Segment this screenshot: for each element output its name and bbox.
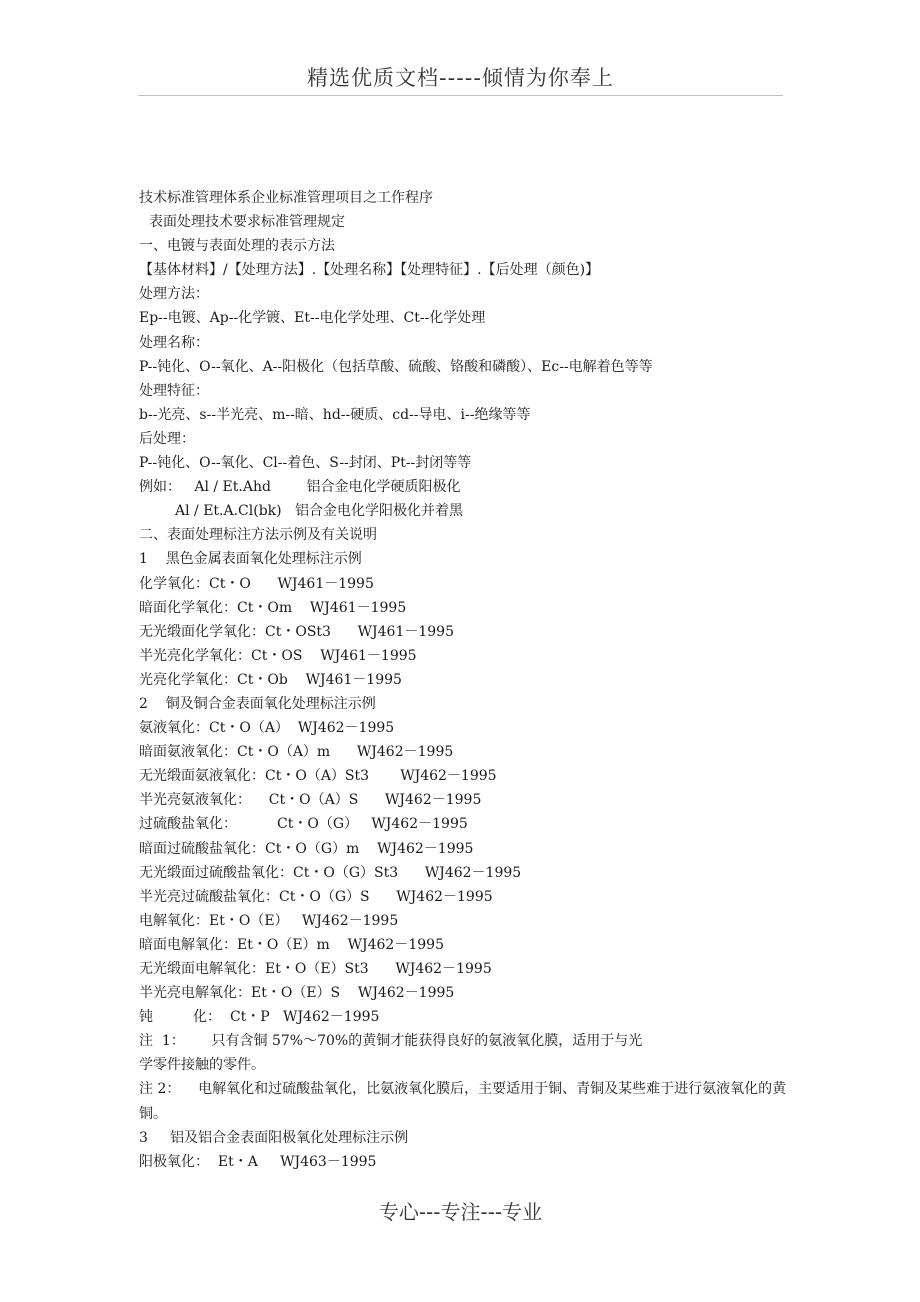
- spec-line: 暗面过硫酸盐氧化：Ct・O（G）m WJ462－1995: [139, 840, 474, 857]
- note-line: 注 1： 只有含铜 57%～70%的黄铜才能获得良好的氨液氧化膜，适用于与光: [139, 1033, 643, 1050]
- example-line: Al / Et.A.Cl(bk) 铝合金电化学阳极化并着黑: [175, 503, 463, 520]
- page-footer: 专心---专注---专业: [378, 1200, 543, 1224]
- text-line: b--光亮、s--半光亮、m--暗、hd--硬质、cd--导电、i--绝缘等等: [139, 406, 531, 423]
- text-line: 后处理：: [139, 430, 195, 447]
- text-line: P--钝化、O--氧化、Cl--着色、S--封闭、Pt--封闭等等: [139, 455, 472, 472]
- spec-line: 无光缎面过硫酸盐氧化：Ct・O（G）St3 WJ462－1995: [139, 864, 522, 881]
- spec-line: 半光亮过硫酸盐氧化：Ct・O（G）S WJ462－1995: [139, 888, 493, 905]
- note-line: 学零件接触的零件。: [139, 1057, 265, 1074]
- text-line: 处理方法：: [139, 286, 209, 303]
- text-line: P--钝化、O--氧化、A--阳极化（包括草酸、硫酸、铬酸和磷酸）、Ec--电解着色等等: [139, 358, 653, 375]
- spec-line: 钝 化： Ct・P WJ462－1995: [139, 1009, 380, 1026]
- text-line: 处理特征：: [139, 382, 209, 399]
- doc-subtitle: 表面处理技术要求标准管理规定: [149, 214, 345, 231]
- spec-line: 电解氧化：Et・O（E） WJ462－1995: [139, 912, 399, 929]
- format-line: 【基体材料】/【处理方法】.【处理名称】【处理特征】.【后处理（颜色)】: [139, 262, 600, 279]
- spec-line: 暗面氨液氧化：Ct・O（A）m WJ462－1995: [139, 744, 454, 761]
- spec-line: 暗面电解氧化：Et・O（E）m WJ462－1995: [139, 936, 444, 953]
- subsection-heading: 1 黑色金属表面氧化处理标注示例: [139, 551, 362, 568]
- spec-line: 无光缎面化学氧化：Ct・OSt3 WJ461－1995: [139, 623, 454, 640]
- spec-line: 阳极氧化： Et・A WJ463－1995: [139, 1153, 377, 1170]
- spec-line: 光亮化学氧化：Ct・Ob WJ461－1995: [139, 671, 402, 688]
- header-divider: [138, 95, 783, 96]
- example-line: 例如： Al / Et.Ahd 铝合金电化学硬质阳极化: [139, 479, 461, 496]
- document-body: [139, 186, 789, 1174]
- text-line: Ep--电镀、Ap--化学镀、Et--电化学处理、Ct--化学处理: [139, 310, 486, 327]
- section-heading: 二、表面处理标注方法示例及有关说明: [139, 527, 377, 544]
- note-paragraph: 注 2： 电解氧化和过硫酸盐氧化，比氨液氧化膜后，主要适用于铜、青铜及某些难于进行氨液氧化的黄铜。: [139, 1081, 787, 1122]
- subsection-heading: 3 铝及铝合金表面阳极氧化处理标注示例: [139, 1129, 409, 1146]
- spec-line: 无光缎面氨液氧化：Ct・O（A）St3 WJ462－1995: [139, 768, 497, 785]
- spec-line: 半光亮化学氧化：Ct・OS WJ461－1995: [139, 647, 417, 664]
- text-line: 处理名称：: [139, 334, 209, 351]
- subsection-heading: 2 铜及铜合金表面氧化处理标注示例: [139, 695, 376, 712]
- spec-line: 无光缎面电解氧化：Et・O（E）St3 WJ462－1995: [139, 961, 492, 977]
- spec-line: 半光亮电解氧化：Et・O（E）S WJ462－1995: [139, 985, 455, 1002]
- page-header: 精选优质文档-----倾情为你奉上: [307, 66, 614, 90]
- spec-line: 氨液氧化：Ct・O（A） WJ462－1995: [139, 720, 395, 737]
- spec-line: 化学氧化：Ct・O WJ461－1995: [139, 575, 374, 592]
- spec-line: 暗面化学氧化：Ct・Om WJ461－1995: [139, 599, 407, 616]
- doc-title: 技术标准管理体系企业标准管理项目之工作程序: [139, 190, 433, 206]
- spec-line: 半光亮氨液氧化： Ct・O（A）S WJ462－1995: [139, 792, 482, 809]
- spec-line: 过硫酸盐氧化： Ct・O（G） WJ462－1995: [139, 816, 468, 833]
- section-heading: 一、电镀与表面处理的表示方法: [139, 238, 335, 255]
